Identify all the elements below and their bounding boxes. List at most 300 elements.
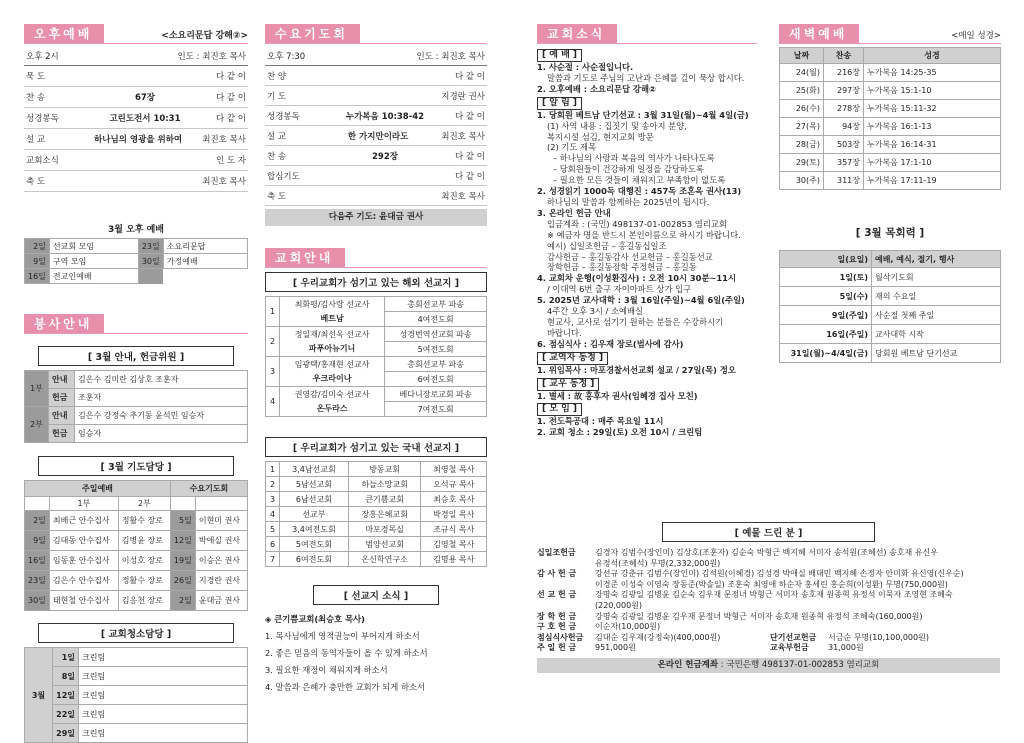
offering-amount: 김대순 김우재(강정숙)(400,000원) <box>595 632 721 642</box>
offering-kind: 단기선교헌금 <box>770 632 817 642</box>
order-person: 다 같 이 <box>215 72 246 82</box>
offering-row <box>537 643 1000 654</box>
table-cell: 지경란 권사 <box>195 571 247 591</box>
table-cell: 최영철 목사 <box>421 462 487 477</box>
table-row <box>266 372 487 387</box>
prayer-box-title: [ 3월 기도담당 ] <box>38 456 234 476</box>
news-line: 1. 사순절 : 사순절입니다. <box>537 62 634 72</box>
table-row <box>780 118 1001 136</box>
table-cell: 16일 <box>25 551 50 571</box>
news-line: 1. 위임목사 : 마포경찰서선교회 설교 / 27일(목) 정오 <box>537 364 736 375</box>
offering-kind: 점심식사헌금 <box>537 632 584 642</box>
offering-names-line: 강명숙 김광일 김병윤 김순숙 김우재 문정녀 박형근 서미자 송호재 원종혁 유정석 이묵자 조영현 조혜숙 <box>595 590 953 600</box>
table-row <box>25 591 248 611</box>
table-row <box>780 287 1001 306</box>
order-person: 최진호 목사 <box>441 131 485 142</box>
table-cell: 오석규 목사 <box>421 477 487 492</box>
domestic-box-title: [ 우리교회가 섬기고 있는 국내 선교지 ] <box>265 437 487 457</box>
table-cell: 당회원 베트남 단기선교 <box>872 344 1001 363</box>
missionary-cell: 임광택/홍재현 선교사 <box>280 357 385 372</box>
sender-cell: 성경번역선교회 파송 <box>385 327 487 342</box>
missionary-cell: 권영감/김미숙 선교사 <box>280 387 385 402</box>
order-content: 292장 <box>371 151 398 162</box>
offering-kind: 선 교 헌 금 <box>537 590 577 600</box>
news-item: 3. 필요한 재정이 채워지게 하소서 <box>265 665 388 675</box>
table-row <box>780 136 1001 154</box>
mission-news-head: ◈ 큰기쁨교회(최승호 목사) <box>265 614 365 624</box>
table-cell: 31일(월)~4/4일(금) <box>780 344 872 363</box>
table-cell: 누가복음 14:25-35 <box>864 64 1001 82</box>
news-item: 4. 말씀과 은혜가 충만한 교회가 되게 하소서 <box>265 682 425 692</box>
names-cell: 임승자 <box>75 425 248 443</box>
table-row <box>266 402 487 417</box>
offering-row <box>537 590 1000 611</box>
order-row <box>24 108 248 129</box>
offering-row <box>537 548 1000 569</box>
names-cell: 김은수 강정숙 추기동 윤석민 임승자 <box>75 407 248 425</box>
order-content: 하나님의 영광을 위하여 <box>94 135 183 145</box>
news-line: 바랍니다. <box>547 327 582 338</box>
afternoon-subtitle: <소요리문답 강해②> <box>161 31 248 41</box>
table-cell: 큰기쁨교회 <box>348 492 421 507</box>
news-line: 현교사, 교사로 섬기기 원하는 분들은 수강하시기 <box>547 316 724 327</box>
news-line: (2) 기도 제목 <box>547 142 597 153</box>
offering-kind: 장 학 헌 금 <box>537 611 577 621</box>
table-row <box>266 327 487 342</box>
table-cell: 3,4남선교회 <box>280 462 349 477</box>
table-cell: 누가복음 16:14-31 <box>864 136 1001 154</box>
order-row <box>265 146 487 166</box>
news-item: 2. 좋은 믿음의 동역자들이 올 수 있게 하소서 <box>265 648 428 658</box>
role-cell: 헌금 <box>49 425 75 443</box>
news-line: 입금계좌 : (국민) 498137-01-002853 염리교회 <box>547 218 727 229</box>
table-cell: 30(주) <box>780 172 824 190</box>
head-cell: 예배, 예식, 절기, 행사 <box>872 251 1001 268</box>
offering-kind: 구 호 헌 금 <box>537 622 577 632</box>
table-cell: 16일 <box>25 269 50 284</box>
names-cell: 김은수 김미란 김상호 조훈자 <box>75 371 248 389</box>
table-row <box>266 297 487 312</box>
table-cell: 최배근 안수집사 <box>49 511 118 531</box>
head-cell: 수요기도회 <box>170 481 247 497</box>
table-head-row <box>25 497 248 511</box>
country-cell: 온두라스 <box>280 402 385 417</box>
table-cell: 28(금) <box>780 136 824 154</box>
table-cell: 19일 <box>170 551 195 571</box>
table-cell: 2일 <box>170 591 195 611</box>
news-line: 1. 당회원 베트남 단기선교 : 3월 31일(월)~4월 4일(금) <box>537 109 749 120</box>
calendar-table <box>779 250 1001 363</box>
column-news <box>537 24 757 524</box>
order-row <box>24 171 248 192</box>
table-cell: 24(월) <box>780 64 824 82</box>
offering-kind: 교육부헌금 <box>770 643 809 653</box>
dawn-header <box>779 24 1001 44</box>
support-cell: 5여전도회 <box>385 342 487 357</box>
offering-names <box>595 569 1000 590</box>
domestic-table <box>265 461 487 567</box>
table-cell: 26일 <box>170 571 195 591</box>
order-label: 묵 도 <box>26 72 46 82</box>
news-line: 3. 온라인 헌금 안내 <box>537 207 611 218</box>
table-cell: 누가복음 15:1-10 <box>864 82 1001 100</box>
order-label: 축 도 <box>267 191 287 202</box>
news-line: – 필요한 모든 것들이 채워지고 부족함이 없도록 <box>553 175 726 186</box>
table-cell: 윤대금 권사 <box>195 591 247 611</box>
table-cell: 마포경목실 <box>348 522 421 537</box>
table-cell: 이현미 권사 <box>195 511 247 531</box>
order-person: 지경란 권사 <box>441 91 485 102</box>
table-cell: 23일 <box>138 239 163 254</box>
news-item: 1. 목사님에게 영적권능이 부어지게 하소서 <box>265 631 420 641</box>
news-line: – 하나님의 사랑과 복음의 역사가 나타나도록 <box>553 153 715 164</box>
table-row <box>25 648 248 667</box>
table-cell: 박애실 권사 <box>195 531 247 551</box>
offering-section <box>537 522 1000 673</box>
table-row <box>25 425 248 443</box>
table-row <box>780 172 1001 190</box>
table-cell: 278장 <box>824 100 864 118</box>
guide-title: 교회안내 <box>265 248 345 267</box>
news-line: 하나님의 말씀과 함께하는 2025년이 됩시다. <box>547 196 710 207</box>
part-cell: 1부 <box>25 371 49 407</box>
usher-table <box>24 370 248 443</box>
afternoon-time: 오후 2시 <box>26 52 59 62</box>
table-row <box>780 344 1001 363</box>
wednesday-title: 수요기도회 <box>265 24 360 43</box>
table-cell: 7 <box>266 552 280 567</box>
role-cell: 안내 <box>49 371 75 389</box>
table-cell: 16일(주일) <box>780 325 872 344</box>
table-cell: 박경일 목사 <box>421 507 487 522</box>
table-cell: 하늘소망교회 <box>348 477 421 492</box>
table-cell: 최승호 목사 <box>421 492 487 507</box>
service-header <box>24 314 248 334</box>
table-cell: 2일 <box>25 239 50 254</box>
news-line: 2. 성경읽기 1000독 대행진 : 457독 조혼옥 권사(13) <box>537 186 742 197</box>
column-afternoon <box>24 24 248 738</box>
country-cell: 파푸아뉴기니 <box>280 342 385 357</box>
support-cell: 4여전도회 <box>385 312 487 327</box>
head-cell: 일(요일) <box>780 251 872 268</box>
table-cell: 2 <box>266 477 280 492</box>
order-row <box>265 66 487 86</box>
news-line: – 당회원들이 건강하게 일정을 감당하도록 <box>553 164 704 175</box>
table-row <box>25 269 248 284</box>
table-cell: 사순절 첫째 주일 <box>872 306 1001 325</box>
table-cell: 5 <box>266 522 280 537</box>
table-cell: 범양선교회 <box>348 537 421 552</box>
table-cell: 3 <box>266 492 280 507</box>
table-cell: 김은수 안수집사 <box>49 571 118 591</box>
table-cell: 재의 수요일 <box>872 287 1001 306</box>
table-row <box>25 705 248 724</box>
table-cell: 선교회 모임 <box>49 239 138 254</box>
team-cell: 크린팀 <box>79 686 248 705</box>
table-cell: 9일 <box>25 531 50 551</box>
country-cell: 우크라이나 <box>280 372 385 387</box>
day-cell: 12일 <box>53 686 79 705</box>
guide-header <box>265 248 487 268</box>
offering-amount: 951,000원 <box>595 643 636 653</box>
part-cell: 2부 <box>25 407 49 443</box>
news-line: (1) 사역 내용 : 집짓기 및 송아지 분양, <box>547 120 687 131</box>
table-cell: 김영철 목사 <box>421 537 487 552</box>
table-cell: 5남선교회 <box>280 477 349 492</box>
news-header <box>537 24 757 44</box>
column-dawn <box>779 24 1001 524</box>
table-cell: 이성호 장로 <box>118 551 170 571</box>
offering-row <box>537 569 1000 590</box>
table-cell: 조규식 목사 <box>421 522 487 537</box>
table-head-row <box>780 251 1001 268</box>
service-title: 봉사안내 <box>24 314 104 333</box>
table-row <box>25 239 248 254</box>
order-row <box>265 86 487 106</box>
table-cell: 23일 <box>25 571 50 591</box>
march-afternoon-table <box>24 238 248 284</box>
table-row <box>25 571 248 591</box>
news-body <box>537 47 757 438</box>
news-line: / 이대역 6번 출구 자이아파트 상가 입구 <box>547 284 692 295</box>
offering-amount: 서금순 무명(10,100,000원) <box>828 632 929 642</box>
head-cell: 2부 <box>118 497 170 511</box>
account-label: 온라인 헌금계좌 <box>657 659 719 670</box>
table-row <box>266 492 487 507</box>
mission-news <box>265 611 487 696</box>
table-cell: 94장 <box>824 118 864 136</box>
cleaning-table <box>24 647 248 743</box>
dawn-table <box>779 47 1001 190</box>
offering-account <box>537 658 1000 673</box>
news-line: 5. 2025년 교사대학 : 3월 16일(주일)~4월 6일(주일) <box>537 295 745 306</box>
offering-names-line: (220,000원) <box>595 600 643 610</box>
table-cell: 방동교회 <box>348 462 421 477</box>
month-cell: 3월 <box>25 648 53 743</box>
offering-row <box>537 612 1000 623</box>
table-cell: 30일 <box>25 591 50 611</box>
table-cell: 정활수 장로 <box>118 511 170 531</box>
table-cell: 6여전도회 <box>280 552 349 567</box>
table-cell: 27(목) <box>780 118 824 136</box>
table-row <box>780 268 1001 287</box>
news-line: 예시) 십일조헌금 – 홍길동십일조 <box>547 240 667 251</box>
head-cell: 주일예배 <box>25 481 171 497</box>
offering-row <box>537 622 1000 633</box>
order-label: 설 교 <box>26 135 46 145</box>
table-cell: 누가복음 17:11-19 <box>864 172 1001 190</box>
news-line: 4. 교회차 운행(이성환집사) : 오전 10시 30분~11시 <box>537 273 736 284</box>
offering-names-line: 강선규 강춘규 김범수(장인미) 김석원(이혜경) 김성경 박애실 배대민 백지혜 손정자 안미화 유신영(신우순) <box>595 569 964 579</box>
order-person: 다 같 이 <box>454 151 485 162</box>
table-row <box>780 154 1001 172</box>
table-row <box>25 724 248 743</box>
table-cell: 6남선교회 <box>280 492 349 507</box>
role-cell: 헌금 <box>49 389 75 407</box>
country-cell: 베트남 <box>280 312 385 327</box>
table-cell: 25(화) <box>780 82 824 100</box>
offering-amount: 31,000원 <box>828 643 864 653</box>
table-cell: 4 <box>266 507 280 522</box>
table-cell: 누가복음 15:11-32 <box>864 100 1001 118</box>
mission-news-title: [ 선교지 소식 ] <box>313 585 439 605</box>
team-cell: 크린팀 <box>79 724 248 743</box>
offering-names <box>595 590 1000 611</box>
table-cell: 임동훈 안수집사 <box>49 551 118 571</box>
team-cell: 크린팀 <box>79 667 248 686</box>
offering-names-line: 이순자(10,000원) <box>595 622 661 632</box>
table-row <box>266 537 487 552</box>
order-label: 축 도 <box>26 177 46 187</box>
table-cell <box>138 269 163 284</box>
offering-names <box>595 548 1000 569</box>
table-cell: 357장 <box>824 154 864 172</box>
missionary-cell: 정일재/최선옥 선교사 <box>280 327 385 342</box>
sender-cell: 베다니장로교회 파송 <box>385 387 487 402</box>
support-cell: 7여전도회 <box>385 402 487 417</box>
table-cell: 장흥은혜교회 <box>348 507 421 522</box>
table-cell: 정활수 장로 <box>118 571 170 591</box>
news-line: 2. 교회 청소 : 29일(토) 오전 10시 / 크린팀 <box>537 427 703 438</box>
head-cell: 날짜 <box>780 48 824 64</box>
order-person: 다 같 이 <box>454 171 485 182</box>
table-cell: 김병윤 장로 <box>118 531 170 551</box>
offering-names <box>595 612 1000 623</box>
news-section-heading: [ 예 배 ] <box>537 49 582 62</box>
order-label: 설 교 <box>267 131 287 142</box>
offering-names-line: 강명숙 김광일 김병윤 김우재 문정녀 박형근 서미자 송호재 원종혁 유정석 조혜숙(160,000원) <box>595 611 923 621</box>
table-cell: 503장 <box>824 136 864 154</box>
num-cell: 4 <box>266 387 280 417</box>
table-row <box>25 667 248 686</box>
table-cell: 전교인예배 <box>49 269 138 284</box>
order-label: 교회소식 <box>26 156 59 166</box>
table-cell: 김명용 목사 <box>421 552 487 567</box>
news-line: ※ 예금자 명을 반드시 본인이름으로 하시기 바랍니다. <box>547 229 741 240</box>
offering-kind: 주 일 헌 금 <box>537 643 577 653</box>
sender-cell: 총회선교부 파송 <box>385 357 487 372</box>
order-content: 67장 <box>134 93 155 103</box>
order-label: 기 도 <box>267 91 287 102</box>
table-row <box>266 552 487 567</box>
offering-title: [ 예물 드린 분 ] <box>662 522 875 542</box>
order-person: 다 같 이 <box>215 93 246 103</box>
num-cell: 1 <box>266 297 280 327</box>
num-cell: 2 <box>266 327 280 357</box>
cleaning-box-title: [ 교회청소담당 ] <box>38 623 234 643</box>
table-cell: 6 <box>266 537 280 552</box>
offering-names-line: 김경자 김범수(장인미) 김상호(조훈자) 김순숙 박형근 백지혜 서미자 송석원(조혜선) 송호재 유신우 <box>595 548 939 557</box>
afternoon-leader: 인도 : 최진호 목사 <box>177 52 246 62</box>
table-row <box>25 686 248 705</box>
table-cell: 온신학연구소 <box>348 552 421 567</box>
table-row <box>266 357 487 372</box>
table-row <box>266 342 487 357</box>
order-person: 다 같 이 <box>215 114 246 124</box>
sender-cell: 총회선교부 파송 <box>385 297 487 312</box>
account-value: : 국민은행 498137-01-002853 염리교회 <box>718 659 880 670</box>
dawn-subtitle: <매일 성경> <box>951 31 1001 41</box>
overseas-table <box>265 296 487 417</box>
table-row <box>266 477 487 492</box>
table-row <box>266 312 487 327</box>
offering-names-line: 유정석(조혜석) 무명(2,332,000원) <box>595 558 721 568</box>
table-row <box>780 306 1001 325</box>
table-cell: 26(수) <box>780 100 824 118</box>
table-row <box>780 82 1001 100</box>
news-line: 1. 별세 : 故 홍후자 권사(임혜경 집사 모친) <box>537 390 698 401</box>
afternoon-header <box>24 24 248 44</box>
order-person: 다 같 이 <box>454 71 485 82</box>
table-cell: 누가복음 16:1-13 <box>864 118 1001 136</box>
order-person: 최진호 목사 <box>202 135 246 145</box>
table-row <box>266 462 487 477</box>
table-cell: 태현철 안수집사 <box>49 591 118 611</box>
table-cell: 12일 <box>170 531 195 551</box>
table-cell: 5일 <box>170 511 195 531</box>
table-cell: 교사대학 시작 <box>872 325 1001 344</box>
wednesday-leader: 인도 : 최진호 목사 <box>416 52 485 62</box>
news-section-heading: [ 교우 동정 ] <box>537 378 599 391</box>
order-label: 찬 양 <box>267 71 287 82</box>
names-cell: 조훈자 <box>75 389 248 407</box>
table-cell: 9일(주일) <box>780 306 872 325</box>
day-cell: 8일 <box>53 667 79 686</box>
table-cell: 2일 <box>25 511 50 531</box>
table-cell: 5일(수) <box>780 287 872 306</box>
table-cell: 311장 <box>824 172 864 190</box>
news-line: 말씀과 기도로 주님의 고난과 은혜를 깊이 묵상 합시다. <box>547 72 745 83</box>
role-cell: 안내 <box>49 407 75 425</box>
table-cell: 김대동 안수집사 <box>49 531 118 551</box>
order-person: 최진호 목사 <box>441 191 485 202</box>
table-row <box>780 64 1001 82</box>
order-row <box>24 150 248 171</box>
news-line: 2. 오후예배 : 소요리문답 강해② <box>537 83 656 94</box>
table-row <box>266 522 487 537</box>
afternoon-time-row <box>24 47 248 66</box>
wednesday-time-row <box>265 47 487 66</box>
head-cell: 성경 <box>864 48 1001 64</box>
overseas-box-title: [ 우리교회가 섬기고 있는 해외 선교지 ] <box>265 272 487 292</box>
offering-kind: 십일조헌금 <box>537 548 576 557</box>
day-cell: 22일 <box>53 705 79 724</box>
prayer-table <box>24 480 248 611</box>
table-row <box>25 254 248 269</box>
news-line: 장학헌금 – 홍길동장학 주정헌금 – 홍길동 <box>547 262 697 273</box>
news-line: 1. 전도특공대 : 매주 목요일 11시 <box>537 416 664 427</box>
table-cell: 5여전도회 <box>280 537 349 552</box>
order-row <box>265 126 487 146</box>
table-cell: 29(토) <box>780 154 824 172</box>
head-cell: 찬송 <box>824 48 864 64</box>
news-line: 감사헌금 – 홍길동감사 선교헌금 – 홍길동선교 <box>547 251 713 262</box>
march-afternoon-title: 3월 오후 예배 <box>108 225 164 235</box>
table-row <box>266 507 487 522</box>
table-head-row <box>780 48 1001 64</box>
table-cell: 216장 <box>824 64 864 82</box>
order-row <box>265 186 487 206</box>
news-line: 6. 점심식사 : 김우재 장로(범사에 감사) <box>537 338 684 349</box>
team-cell: 크린팀 <box>79 705 248 724</box>
table-row <box>25 511 248 531</box>
table-row <box>266 387 487 402</box>
table-cell: 월삭기도회 <box>872 268 1001 287</box>
table-cell: 김응천 장로 <box>118 591 170 611</box>
order-person: 인 도 자 <box>215 156 246 166</box>
order-label: 성경봉독 <box>267 111 300 122</box>
order-label: 찬 송 <box>26 93 46 103</box>
